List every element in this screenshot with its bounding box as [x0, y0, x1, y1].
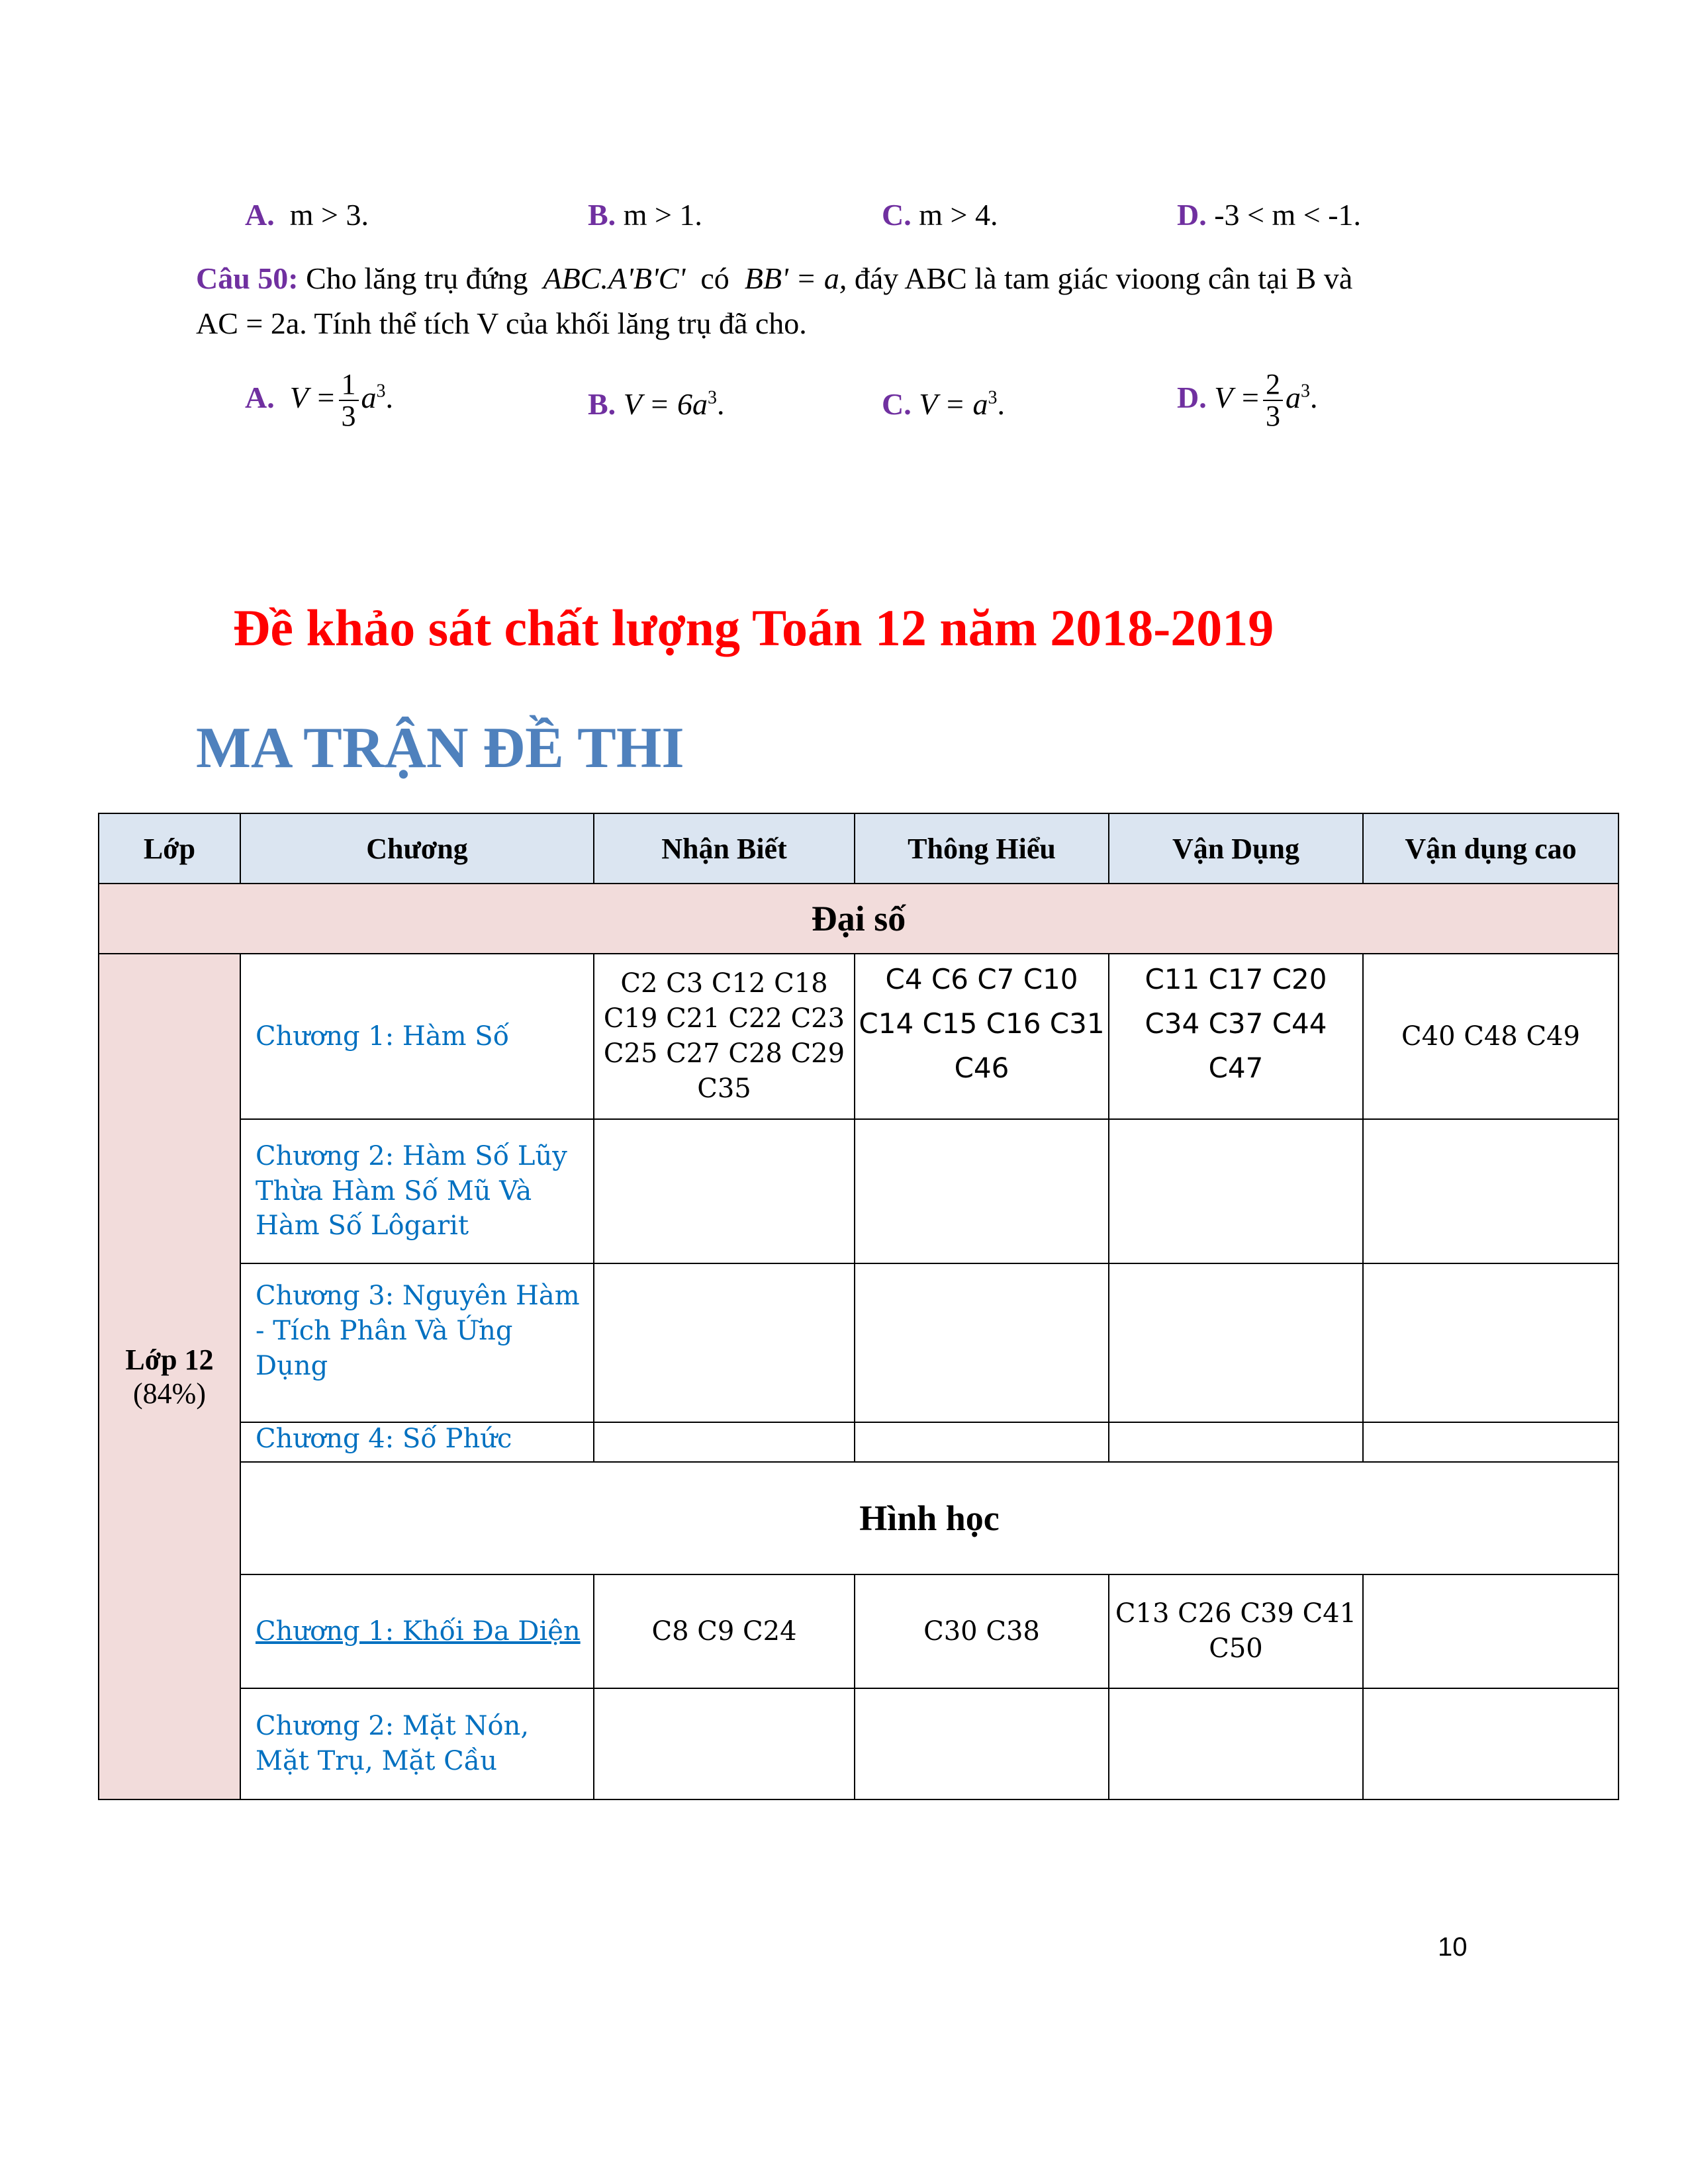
van-dung-cao-cell: [1363, 1574, 1618, 1688]
code-line: C14 C15 C16 C31: [859, 1007, 1105, 1040]
chapter-link[interactable]: Chương 1: Khối Đa Diện: [256, 1615, 581, 1647]
grade-cell: [99, 954, 240, 1799]
header-van-dung-cao: Vận dụng cao: [1363, 813, 1618, 884]
formula-rhs: a: [361, 380, 377, 414]
formula-lhs: V =: [1214, 380, 1261, 414]
nhan-biet-cell: C8 C9 C24: [594, 1574, 855, 1688]
question-text: Cho lăng trụ đứng: [306, 261, 528, 295]
q50-option-c: [882, 387, 1005, 422]
empty-cell: [1109, 1688, 1363, 1799]
chapter-cell: Chương 1: Hàm Số: [240, 954, 594, 1119]
code-line: C11 C17 C20: [1145, 963, 1327, 995]
q49-option-a: [245, 197, 369, 232]
header-van-dung: Vận Dụng: [1109, 813, 1363, 884]
option-text: m > 3.: [289, 198, 369, 232]
empty-cell: [855, 1422, 1109, 1462]
empty-cell: [594, 1119, 855, 1263]
fraction-numerator: 2: [1263, 369, 1283, 401]
empty-cell: [1363, 1263, 1618, 1422]
question-text: AC = 2a. Tính thể tích V của khối lăng trụ đã cho.: [196, 306, 807, 340]
exponent: 3: [376, 381, 386, 402]
header-lop: Lớp: [99, 813, 240, 884]
section-row-algebra: [99, 884, 1618, 954]
q50-line1: [196, 261, 1352, 296]
fraction-denominator: 3: [1266, 400, 1281, 433]
empty-cell: [594, 1688, 855, 1799]
van-dung-cell: [1109, 1574, 1363, 1688]
table-row: [99, 1263, 1618, 1422]
empty-cell: [594, 1422, 855, 1462]
empty-cell: [1363, 1119, 1618, 1263]
period: .: [717, 387, 725, 421]
header-chuong: Chương: [240, 813, 594, 884]
chapter-cell: Chương 4: Số Phức: [240, 1422, 594, 1462]
q50-option-a: [245, 369, 393, 432]
exponent: 3: [1301, 381, 1311, 402]
fraction-numerator: 1: [339, 369, 359, 401]
q49-option-d: [1177, 197, 1361, 232]
exam-matrix-table: [98, 813, 1619, 1800]
code-line: C34 C37 C44: [1145, 1007, 1327, 1040]
question-text: có: [700, 261, 729, 295]
grade-label: Lớp 12: [125, 1343, 214, 1376]
option-text: -3 < m < -1.: [1214, 198, 1362, 232]
fraction: [339, 369, 359, 432]
code-line: C35: [697, 1073, 751, 1104]
code-line: C19 C21 C22 C23: [603, 1003, 845, 1034]
grade-percent: (84%): [133, 1377, 206, 1410]
q50-line2: [196, 306, 807, 341]
exponent: 3: [988, 387, 998, 408]
code-line: C4 C6 C7 C10: [885, 963, 1078, 995]
fraction: [1263, 369, 1283, 432]
q50-option-d: [1177, 369, 1318, 432]
option-text: m > 1.: [623, 198, 702, 232]
formula-lhs: V = 6a: [623, 387, 708, 421]
option-letter: C.: [882, 198, 912, 232]
option-letter: D.: [1177, 380, 1207, 414]
table-row: [99, 1574, 1618, 1688]
empty-cell: [1109, 1119, 1363, 1263]
empty-cell: [1363, 1688, 1618, 1799]
empty-cell: [1109, 1422, 1363, 1462]
section-algebra: Đại số: [99, 884, 1618, 954]
code-line: C13 C26 C39 C41: [1115, 1598, 1357, 1629]
option-letter: B.: [588, 198, 616, 232]
table-row: [99, 1422, 1618, 1462]
van-dung-cao-cell: C40 C48 C49: [1363, 954, 1618, 1119]
option-letter: C.: [882, 387, 912, 421]
option-letter: A.: [245, 380, 275, 414]
table-row: [99, 954, 1618, 1119]
code-line: C47: [1208, 1052, 1264, 1085]
option-letter: B.: [588, 387, 616, 421]
header-thong-hieu: Thông Hiểu: [855, 813, 1109, 884]
period: .: [385, 380, 394, 414]
code-line: C46: [954, 1052, 1009, 1085]
table-row: [99, 1688, 1618, 1799]
option-letter: A.: [245, 198, 275, 232]
edge-expression: BB' = a,: [744, 261, 847, 295]
page-number: 10: [1438, 1933, 1468, 1962]
section-geometry: Hình học: [240, 1462, 1618, 1574]
code-line: C50: [1209, 1633, 1263, 1664]
code-line: C2 C3 C12 C18: [620, 968, 828, 999]
thong-hieu-cell: [855, 954, 1109, 1119]
empty-cell: [855, 1263, 1109, 1422]
document-title: Đề khảo sát chất lượng Toán 12 năm 2018-2019: [233, 599, 1274, 657]
period: .: [997, 387, 1006, 421]
q50-option-b: [588, 387, 725, 422]
chapter-cell: Chương 3: Nguyên Hàm - Tích Phân Và Ứng Dụng: [240, 1263, 594, 1422]
thong-hieu-cell: C30 C38: [855, 1574, 1109, 1688]
question-label: Câu 50:: [196, 261, 299, 295]
header-nhan-biet: Nhận Biết: [594, 813, 855, 884]
prism-name: ABC.A'B'C': [543, 261, 686, 295]
empty-cell: [594, 1263, 855, 1422]
van-dung-cell: [1109, 954, 1363, 1119]
formula-rhs: a: [1286, 380, 1301, 414]
empty-cell: [1363, 1422, 1618, 1462]
formula-lhs: V =: [289, 380, 336, 414]
code-line: C25 C27 C28 C29: [603, 1038, 845, 1069]
chapter-cell: Chương 2: Hàm Số Lũy Thừa Hàm Số Mũ Và Hàm Số Lôgarit: [240, 1119, 594, 1263]
table-row: [99, 1119, 1618, 1263]
chapter-cell[interactable]: [240, 1574, 594, 1688]
option-text: m > 4.: [919, 198, 998, 232]
option-letter: D.: [1177, 198, 1207, 232]
empty-cell: [855, 1119, 1109, 1263]
chapter-cell: Chương 2: Mặt Nón, Mặt Trụ, Mặt Cầu: [240, 1688, 594, 1799]
fraction-denominator: 3: [341, 400, 356, 433]
section-row-geometry: [99, 1462, 1618, 1574]
matrix-title: MA TRẬN ĐỀ THI: [196, 716, 684, 780]
period: .: [1310, 380, 1318, 414]
formula-lhs: V = a: [919, 387, 988, 421]
exponent: 3: [708, 387, 717, 408]
table-header-row: [99, 813, 1618, 884]
empty-cell: [1109, 1263, 1363, 1422]
nhan-biet-cell: [594, 954, 855, 1119]
empty-cell: [855, 1688, 1109, 1799]
question-text: đáy ABC là tam giác vioong cân tại B và: [854, 261, 1353, 295]
q49-option-c: [882, 197, 998, 232]
q49-option-b: [588, 197, 702, 232]
